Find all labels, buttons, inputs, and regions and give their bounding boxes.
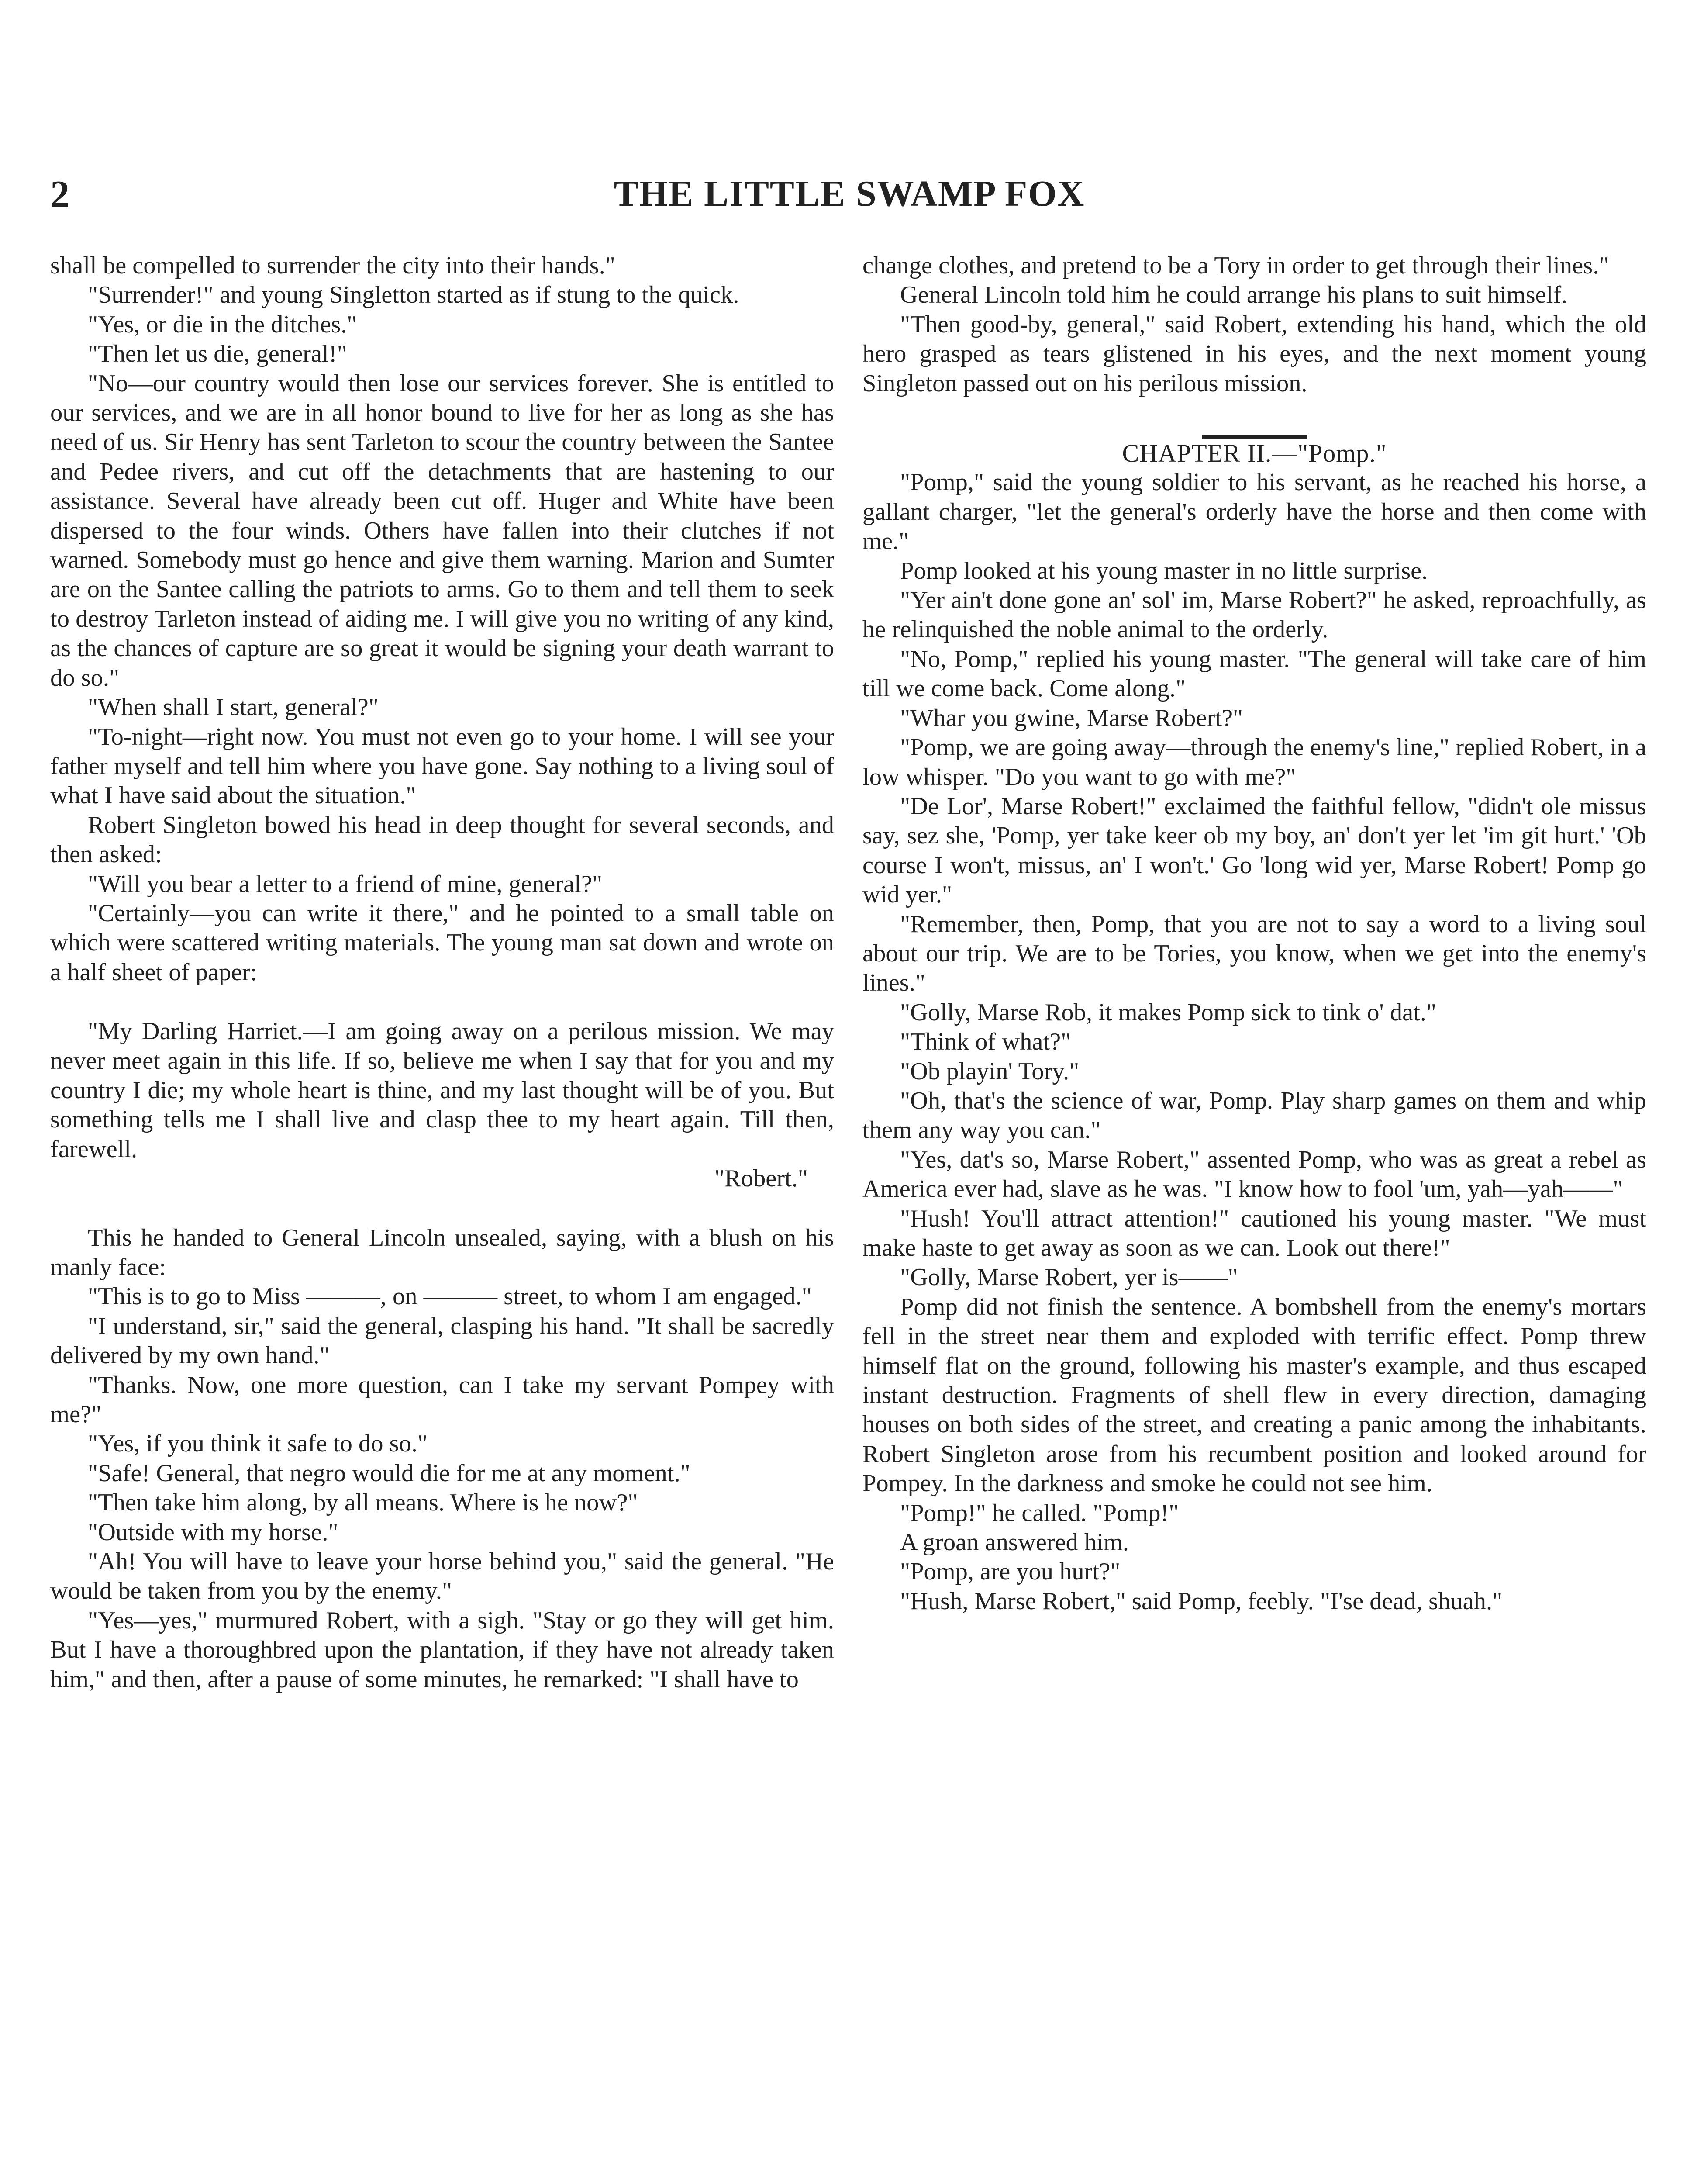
paragraph: "Hush, Marse Robert," said Pomp, feebly. "I'se dead, shuah."	[900, 1587, 1503, 1615]
paragraph: Pomp did not finish the sentence. A bombshell from the enemy's mortars fell in the street near them and exploded with terrific effect. Pomp threw himself flat on the ground, following his master's example, and thus escaped instant destruction. Fragments of shell flew in every direction, damaging houses on both sides of the street, and creating a panic among the inhabitants. Robert Singleton arose from his recumbent position and looked around for Pompey. In the darkness and smoke he could not see him.	[862, 1293, 1646, 1497]
letter-text: "My Darling Harriet.—I am going away on a perilous mission. We may never meet again in this life. If so, believe me when I say that for you and my country I die; my whole heart is thine, and my last thought will be of you. But something tells me I shall live and clasp thee to my heart again. Till then, farewell.	[50, 1018, 834, 1163]
paragraph: shall be compelled to surrender the city into their hands."	[50, 252, 615, 279]
paragraph: "To-night—right now. You must not even go to your home. I will see your father myself and tell him where you have gone. Say nothing to a living soul of what I have said about the situation."	[50, 723, 834, 809]
paragraph: "When shall I start, general?"	[88, 694, 379, 721]
paragraph: "I understand, sir," said the general, clasping his hand. "It shall be sacredly delivered by my own hand."	[50, 1312, 834, 1369]
paragraph: Robert Singleton bowed his head in deep thought for several seconds, and then asked:	[50, 811, 834, 868]
paragraph: This he handed to General Lincoln unsealed, saying, with a blush on his manly face:	[50, 1224, 834, 1281]
paragraph: "Pomp, are you hurt?"	[900, 1558, 1121, 1586]
paragraph: "This is to go to Miss ———, on ——— street, to whom I am engaged."	[88, 1283, 812, 1310]
paragraph: "Ob playin' Tory."	[900, 1057, 1080, 1085]
paragraph: "Pomp!" he called. "Pomp!"	[900, 1499, 1179, 1527]
paragraph: "Yes, dat's so, Marse Robert," assented Pomp, who was as great a rebel as America ever had, slave as he was. "I know how to fool 'um, yah—yah——"	[862, 1146, 1646, 1203]
page-header	[50, 173, 1649, 238]
paragraph: "Pomp, we are going away—through the enemy's line," replied Robert, in a low whisper. "Do you want to go with me?"	[862, 734, 1646, 791]
paragraph: "Whar you gwine, Marse Robert?"	[900, 704, 1243, 732]
paragraph: "Safe! General, that negro would die for me at any moment."	[88, 1459, 690, 1487]
paragraph: "Then good-by, general," said Robert, extending his hand, which the old hero grasped as tears glistened in his eyes, and the next moment young Singleton passed out on his perilous mission.	[862, 311, 1646, 397]
paragraph: "Golly, Marse Rob, it makes Pomp sick to tink o' dat."	[900, 999, 1437, 1026]
paragraph: "Pomp," said the young soldier to his servant, as he reached his horse, a gallant charger, "let the general's orderly have the horse and then come with me."	[862, 469, 1646, 555]
paragraph: "Yes—yes," murmured Robert, with a sigh. "Stay or go they will get him. But I have a thoroughbred upon the plantation, if they have not already taken him," and then, after a pause of some minutes, he remarked: "I shall have to	[50, 1607, 834, 1693]
page-number: 2	[50, 173, 69, 216]
paragraph: "Hush! You'll attract attention!" cautioned his young master. "We must make haste to get away as soon as we can. Look out there!"	[862, 1205, 1646, 1261]
paragraph: "Yes, or die in the ditches."	[88, 311, 357, 338]
paragraph: "De Lor', Marse Robert!" exclaimed the faithful fellow, "didn't ole missus say, sez she, 'Pomp, yer take keer ob my boy, an' don't yer let 'im git hurt.' 'Ob course I won't, missus, an' I won't.' Go 'long wid yer, Marse Robert! Pomp go wid yer."	[862, 792, 1646, 909]
paragraph: "No, Pomp," replied his young master. "The general will take care of him till we come back. Come along."	[862, 645, 1646, 702]
paragraph: "Surrender!" and young Singletton started as if stung to the quick.	[88, 281, 739, 309]
paragraph: "Remember, then, Pomp, that you are not to say a word to a living soul about our trip. We are to be Tories, you know, when we get into the enemy's lines."	[862, 910, 1646, 997]
letter-signature: "Robert."	[714, 1165, 808, 1192]
paragraph: General Lincoln told him he could arrange his plans to suit himself.	[900, 281, 1568, 309]
paragraph: "Oh, that's the science of war, Pomp. Play sharp games on them and whip them any way you can."	[862, 1087, 1646, 1144]
paragraph: "Will you bear a letter to a friend of mine, general?"	[88, 870, 603, 898]
left-column	[50, 251, 834, 1694]
paragraph: "Ah! You will have to leave your horse behind you," said the general. "He would be taken from you by the enemy."	[50, 1548, 834, 1605]
paragraph: "Certainly—you can write it there," and he pointed to a small table on which were scattered writing materials. The young man sat down and wrote on a half sheet of paper:	[50, 899, 834, 986]
paragraph: "No—our country would then lose our services forever. She is entitled to our services, and we are in all honor bound to live for her as long as she has need of us. Sir Henry has sent Tarleton to scour the country between the Santee and Pedee rivers, and cut off the detachments that are hastening to our assistance. Several have already been cut off. Huger and White have been dispersed to the four winds. Others have fallen into their clutches if not warned. Somebody must go hence and give them warning. Marion and Sumter are on the Santee calling the patriots to arms. Go to them and tell them to seek to destroy Tarleton instead of aiding me. I will give you no writing of any kind, as the chances of capture are so great it would be signing your death warrant to do so."	[50, 370, 834, 691]
paragraph: "Outside with my horse."	[88, 1518, 338, 1546]
paragraph: "Then take him along, by all means. Where is he now?"	[88, 1489, 638, 1517]
paragraph: "Yer ain't done gone an' sol' im, Marse Robert?" he asked, reproachfully, as he relinquished the noble animal to the orderly.	[862, 587, 1646, 643]
paragraph: Pomp looked at his young master in no little surprise.	[900, 557, 1428, 584]
paragraph: "Golly, Marse Robert, yer is——"	[900, 1264, 1238, 1291]
paragraph: "Yes, if you think it safe to do so."	[88, 1430, 428, 1458]
paragraph: "Then let us die, general!"	[88, 340, 347, 368]
paragraph: A groan answered him.	[900, 1529, 1129, 1556]
paragraph: change clothes, and pretend to be a Tory in order to get through their lines."	[862, 252, 1609, 279]
running-title: THE LITTLE SWAMP FOX	[614, 173, 1085, 214]
paragraph: "Thanks. Now, one more question, can I take my servant Pompey with me?"	[50, 1371, 834, 1428]
chapter-heading: CHAPTER II.—"Pomp."	[1122, 439, 1387, 468]
right-column	[862, 251, 1646, 1616]
section-divider	[1202, 435, 1307, 439]
paragraph: "Think of what?"	[900, 1028, 1071, 1056]
